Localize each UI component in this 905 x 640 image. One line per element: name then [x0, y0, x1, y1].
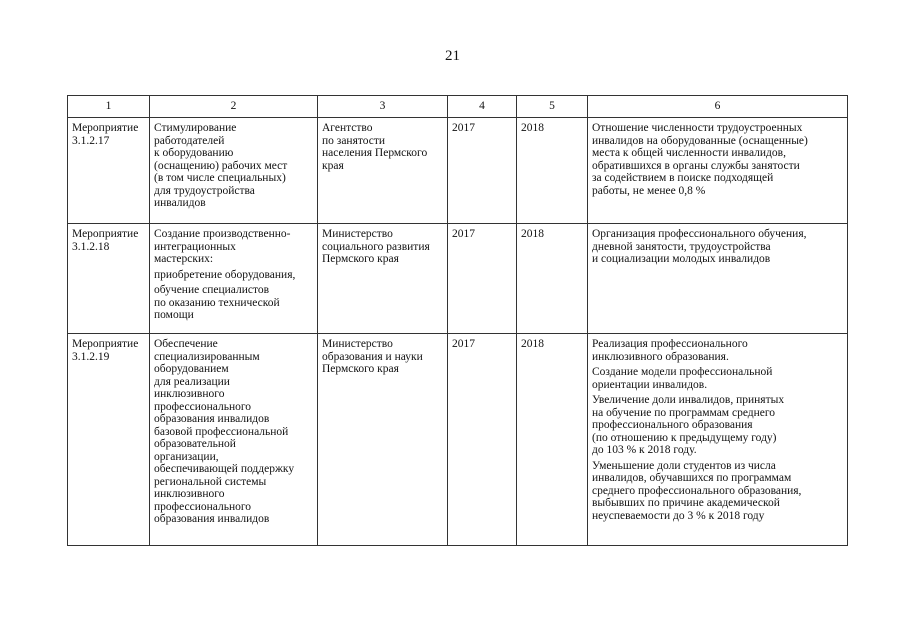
- text-line: профессионального образования: [592, 419, 753, 431]
- text-line: выбывших по причине академической: [592, 497, 780, 509]
- header-col-1: 1: [68, 96, 150, 118]
- end-year-cell: 2018: [517, 224, 588, 334]
- text-line: приобретение оборудования,: [154, 268, 296, 281]
- text-line: Мероприятие: [72, 122, 139, 134]
- activity-id-cell: [68, 118, 150, 224]
- text-line: инвалидов, обучавшихся по программам: [592, 472, 792, 484]
- text-line: интеграционных: [154, 240, 236, 253]
- text-line: инклюзивного: [154, 488, 225, 500]
- result-cell: [588, 118, 848, 224]
- executor-cell: [318, 224, 448, 334]
- text-line: края: [322, 159, 344, 172]
- activity-id-cell: [68, 334, 150, 546]
- text-line: Реализация профессионального: [592, 338, 748, 350]
- text-line: Министерство: [322, 228, 393, 240]
- text-line: за содействием в поиске подходящей: [592, 172, 774, 184]
- text-line: образования инвалидов: [154, 513, 270, 525]
- text-line: профессионального: [154, 500, 252, 513]
- text-line: Агентство: [322, 122, 373, 134]
- text-line: по занятости: [322, 134, 386, 147]
- text-line: образования инвалидов: [154, 413, 270, 425]
- text-line: инклюзивного: [154, 388, 225, 400]
- text-line: организации,: [154, 450, 219, 463]
- header-col-5: 5: [517, 96, 588, 118]
- table-header-row: [68, 96, 848, 118]
- text-line: профессионального: [154, 400, 252, 413]
- executor-cell: [318, 118, 448, 224]
- activity-id-cell: [68, 224, 150, 334]
- text-line: Обеспечение: [154, 338, 218, 350]
- text-line: образовательной: [154, 438, 236, 450]
- text-line: (в том числе специальных): [154, 172, 286, 184]
- activities-table: [67, 95, 848, 546]
- executor-cell: [318, 334, 448, 546]
- activity-name-cell: [150, 224, 318, 334]
- text-line: населения Пермского: [322, 147, 428, 159]
- table-row: [68, 118, 848, 224]
- header-col-4: 4: [448, 96, 517, 118]
- table-row: [68, 334, 848, 546]
- text-line: дневной занятости, трудоустройства: [592, 240, 771, 253]
- text-line: Министерство: [322, 338, 393, 350]
- text-line: инвалидов на оборудованные (оснащенные): [592, 134, 808, 147]
- activity-name-cell: [150, 118, 318, 224]
- end-year-cell: 2018: [517, 334, 588, 546]
- text-line: Создание производственно-: [154, 228, 291, 240]
- text-line: Мероприятие: [72, 338, 139, 350]
- text-line: Мероприятие: [72, 228, 139, 240]
- text-line: Организация профессионального обучения,: [592, 228, 807, 240]
- text-line: Увеличение доли инвалидов, принятых: [592, 394, 785, 406]
- text-line: региональной системы: [154, 475, 267, 488]
- text-line: для трудоустройства: [154, 184, 255, 197]
- text-line: образования и науки: [322, 350, 423, 363]
- text-line: Уменьшение доли студентов из числа: [592, 459, 776, 472]
- header-col-6: 6: [588, 96, 848, 118]
- text-line: помощи: [154, 309, 194, 321]
- result-cell: [588, 224, 848, 334]
- start-year-cell: 2017: [448, 118, 517, 224]
- text-line: на обучение по программам среднего: [592, 406, 776, 419]
- text-line: среднего профессионального образования,: [592, 484, 802, 497]
- text-line: специализированным: [154, 350, 260, 363]
- text-line: работы, не менее 0,8 %: [592, 184, 706, 197]
- header-col-2: 2: [150, 96, 318, 118]
- text-line: инклюзивного образования.: [592, 350, 729, 363]
- text-line: Стимулирование: [154, 122, 237, 134]
- start-year-cell: 2017: [448, 224, 517, 334]
- header-col-3: 3: [318, 96, 448, 118]
- text-line: 3.1.2.18: [72, 240, 110, 253]
- text-line: Отношение численности трудоустроенных: [592, 122, 803, 134]
- text-line: (оснащению) рабочих мест: [154, 159, 288, 172]
- text-line: неуспеваемости до 3 % к 2018 году: [592, 509, 765, 522]
- text-line: для реализации: [154, 375, 230, 388]
- text-line: места к общей численности инвалидов,: [592, 147, 786, 159]
- text-line: инвалидов: [154, 197, 206, 209]
- text-line: работодателей: [154, 134, 225, 147]
- text-line: Создание модели профессиональной: [592, 366, 773, 378]
- text-line: до 103 % к 2018 году.: [592, 444, 697, 456]
- text-line: мастерских:: [154, 253, 214, 265]
- text-line: обратившихся в органы службы занятости: [592, 159, 800, 172]
- text-line: Пермского края: [322, 253, 399, 265]
- text-line: обучение специалистов: [154, 284, 270, 296]
- text-line: социального развития: [322, 240, 430, 253]
- text-line: 3.1.2.17: [72, 134, 110, 147]
- text-line: ориентации инвалидов.: [592, 378, 708, 391]
- text-line: к оборудованию: [154, 147, 234, 159]
- text-line: Пермского края: [322, 363, 399, 375]
- result-cell: [588, 334, 848, 546]
- text-line: оборудованием: [154, 363, 229, 375]
- activity-name-cell: [150, 334, 318, 546]
- end-year-cell: 2018: [517, 118, 588, 224]
- table-row: [68, 224, 848, 334]
- text-line: по оказанию технической: [154, 296, 280, 309]
- start-year-cell: 2017: [448, 334, 517, 546]
- page-number: 21: [445, 48, 460, 64]
- text-line: 3.1.2.19: [72, 350, 110, 363]
- text-line: обеспечивающей поддержку: [154, 463, 295, 475]
- text-line: базовой профессиональной: [154, 425, 289, 438]
- text-line: (по отношению к предыдущему году): [592, 431, 777, 444]
- text-line: и социализации молодых инвалидов: [592, 253, 771, 265]
